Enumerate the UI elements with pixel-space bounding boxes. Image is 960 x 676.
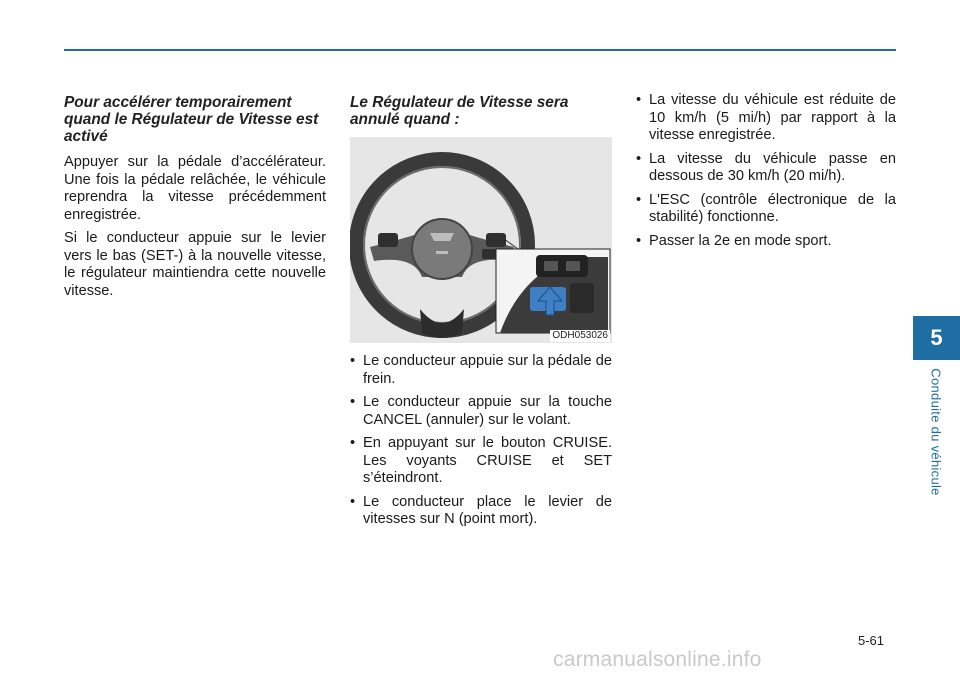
bullet: • xyxy=(636,232,642,249)
bullet: • xyxy=(636,150,642,167)
chapter-label: Conduite du véhicule xyxy=(928,368,944,496)
list-item xyxy=(636,151,896,186)
list-item xyxy=(636,233,896,251)
column-3 xyxy=(636,92,896,256)
bullet: • xyxy=(350,394,356,410)
list-item-text: L'ESC (contrôle électronique de la stabilité) fonctionne. xyxy=(649,191,896,225)
column-2 xyxy=(350,94,612,535)
bullet: • xyxy=(350,493,356,510)
cancel-conditions-list xyxy=(350,353,612,529)
steering-wheel-figure xyxy=(350,137,612,343)
list-item-text: Le conducteur place le levier de vitesses sur N (point mort). xyxy=(363,493,612,527)
column-1 xyxy=(64,94,326,306)
bullet: • xyxy=(636,92,642,108)
list-item-text: Le conducteur appuie sur la pédale de frein. xyxy=(363,353,612,387)
bullet: • xyxy=(636,191,642,208)
paragraph: Appuyer sur la pédale d’accélérateur. Une fois la pédale relâchée, le véhicule reprendra la vitesse précédemment enregistrée. xyxy=(64,154,326,223)
watermark: carmanualsonline.info xyxy=(553,648,762,671)
list-item-text: En appuyant sur le bouton CRUISE. Les voyants CRUISE et SET s’éteindront. xyxy=(363,435,612,486)
bullet: • xyxy=(350,435,356,451)
figure-code: ODH053026 xyxy=(552,330,608,341)
page-number: 5-61 xyxy=(858,633,885,648)
list-item-text: La vitesse du véhicule est réduite de 10 km/h (5 mi/h) par rapport à la vitesse enregistrée. xyxy=(649,92,896,143)
up-arrow-icon xyxy=(350,137,612,343)
cancel-conditions-list-continued xyxy=(636,92,896,250)
bullet: • xyxy=(350,353,356,369)
list-item xyxy=(636,192,896,227)
chapter-number: 5 xyxy=(930,325,943,350)
section-heading-cruise-cancel: Le Régulateur de Vitesse sera annulé quand : xyxy=(350,94,569,128)
paragraph: Si le conducteur appuie sur le levier vers le bas (SET-) à la nouvelle vitesse, le régulateur maintiendra cette nouvelle vitesse. xyxy=(64,230,326,299)
section-heading-temporary-acceleration: Pour accélérer temporairement quand le Régulateur de Vitesse est activé xyxy=(64,94,319,145)
list-item xyxy=(636,92,896,145)
list-item xyxy=(350,494,612,529)
list-item xyxy=(350,353,612,388)
chapter-tab xyxy=(913,316,960,360)
list-item-text: Le conducteur appuie sur la touche CANCEL (annuler) sur le volant. xyxy=(363,394,612,428)
top-rule xyxy=(64,49,896,51)
list-item-text: Passer la 2e en mode sport. xyxy=(649,232,832,249)
list-item-text: La vitesse du véhicule passe en dessous de 30 km/h (20 mi/h). xyxy=(649,150,896,184)
list-item xyxy=(350,394,612,429)
list-item xyxy=(350,435,612,488)
